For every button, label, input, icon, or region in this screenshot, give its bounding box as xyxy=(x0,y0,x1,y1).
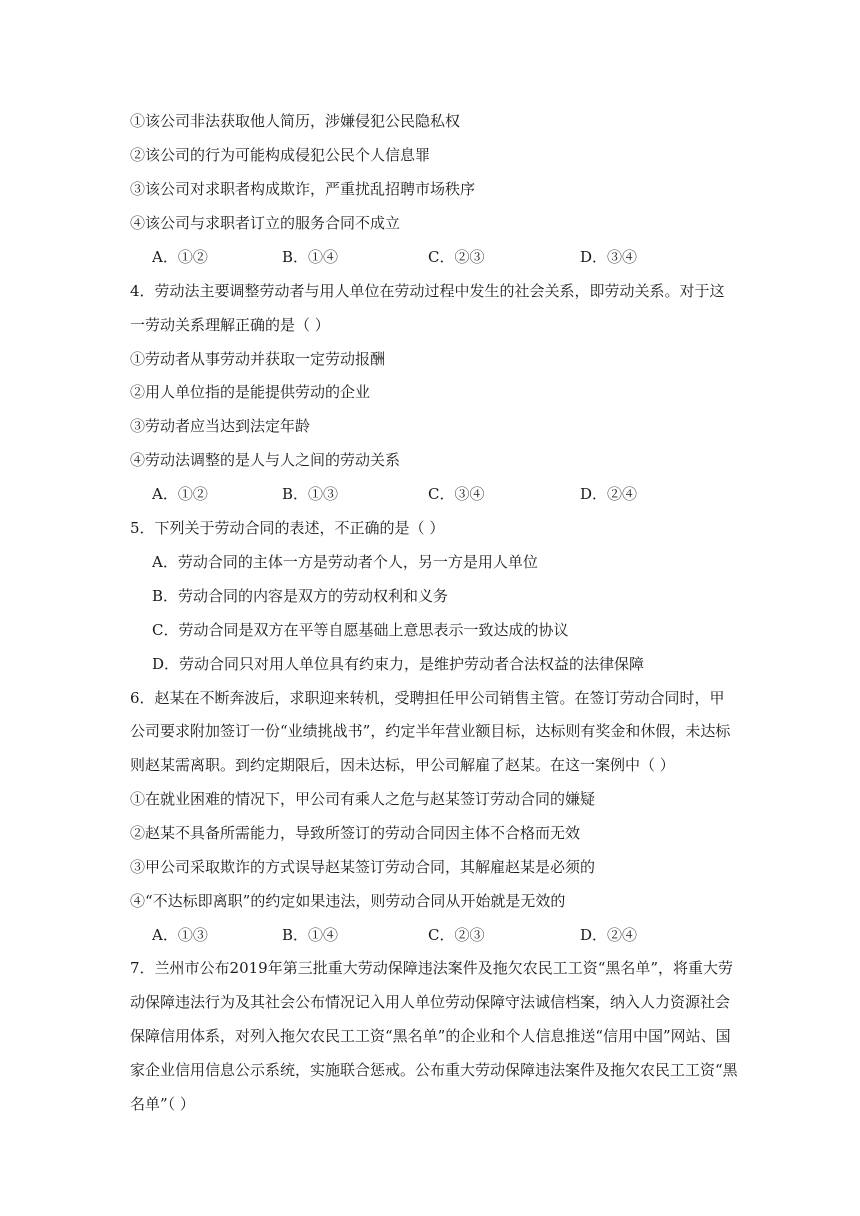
q6-statement-1: ①在就业困难的情况下，甲公司有乘人之危与赵某签订劳动合同的嫌疑 xyxy=(130,790,596,808)
q5-choice-d: D．劳动合同只对用人单位具有约束力，是维护劳动者合法权益的法律保障 xyxy=(152,655,645,673)
q6-statement-2: ②赵某不具备所需能力，导致所签订的劳动合同因主体不合格而无效 xyxy=(130,824,581,842)
q7-stem-line-4: 家企业信用信息公示系统，实施联合惩戒。公布重大劳动保障违法案件及拖欠农民工工资“黑 xyxy=(130,1061,738,1079)
q3-options xyxy=(152,247,752,267)
q4-statement-3: ③劳动者应当达到法定年龄 xyxy=(130,417,311,435)
q4-stem-line-1: 4．劳动法主要调整劳动者与用人单位在劳动过程中发生的社会关系，即劳动关系。对于这 xyxy=(130,282,725,300)
q3-option-b: B．①④ xyxy=(282,248,339,266)
q3-statement-2: ②该公司的行为可能构成侵犯公民个人信息罪 xyxy=(130,146,431,164)
q5-choice-b: B．劳动合同的内容是双方的劳动权利和义务 xyxy=(152,587,449,605)
q3-statement-3: ③该公司对求职者构成欺诈，严重扰乱招聘市场秩序 xyxy=(130,180,476,198)
q4-statement-4: ④劳动法调整的是人与人之间的劳动关系 xyxy=(130,451,401,469)
q6-stem-line-3: 则赵某需离职。到约定期限后，因未达标，甲公司解雇了赵某。在这一案例中（ ） xyxy=(130,756,675,774)
q6-option-c: C．②③ xyxy=(428,926,485,944)
q6-stem-line-1: 6．赵某在不断奔波后，求职迎来转机，受聘担任甲公司销售主管。在签订劳动合同时，甲 xyxy=(130,689,725,707)
q6-options xyxy=(152,925,752,945)
q4-options xyxy=(152,484,752,504)
q6-statement-4: ④“不达标即离职”的约定如果违法，则劳动合同从开始就是无效的 xyxy=(130,892,566,910)
q3-option-a: A．①② xyxy=(152,248,208,266)
q7-stem-line-1: 7．兰州市公布2019年第三批重大劳动保障违法案件及拖欠农民工工资“黑名单”，将重大劳 xyxy=(130,959,734,977)
q4-statement-2: ②用人单位指的是能提供劳动的企业 xyxy=(130,383,371,401)
q6-option-b: B．①④ xyxy=(282,926,339,944)
q6-statement-3: ③甲公司采取欺诈的方式误导赵某签订劳动合同，其解雇赵某是必须的 xyxy=(130,858,596,876)
q4-option-a: A．①② xyxy=(152,485,208,503)
q5-choice-a: A．劳动合同的主体一方是劳动者个人，另一方是用人单位 xyxy=(152,553,538,571)
q3-statement-1: ①该公司非法获取他人简历，涉嫌侵犯公民隐私权 xyxy=(130,112,461,130)
q4-stem-line-2: 一劳动关系理解正确的是（ ） xyxy=(130,316,330,334)
q4-option-b: B．①③ xyxy=(282,485,339,503)
q4-statement-1: ①劳动者从事劳动并获取一定劳动报酬 xyxy=(130,350,386,368)
q3-option-c: C．②③ xyxy=(428,248,485,266)
q7-stem-line-2: 动保障违法行为及其社会公布情况记入用人单位劳动保障守法诚信档案，纳入人力资源社会 xyxy=(130,993,731,1011)
q4-option-d: D．②④ xyxy=(580,485,638,503)
q6-option-a: A．①③ xyxy=(152,926,208,944)
q3-statement-4: ④该公司与求职者订立的服务合同不成立 xyxy=(130,214,401,232)
q5-stem: 5．下列关于劳动合同的表述，不正确的是（ ） xyxy=(130,519,445,537)
q6-option-d: D．②④ xyxy=(580,926,638,944)
q7-stem-line-3: 保障信用体系，对列入拖欠农民工工资“黑名单”的企业和个人信息推送“信用中国”网站、国 xyxy=(130,1027,731,1045)
q6-stem-line-2: 公司要求附加签订一份“业绩挑战书”，约定半年营业额目标，达标则有奖金和休假，未达标 xyxy=(130,722,731,740)
q3-option-d: D．③④ xyxy=(580,248,638,266)
q7-stem-line-5: 名单”（ ） xyxy=(130,1095,195,1113)
q4-option-c: C．③④ xyxy=(428,485,485,503)
q5-choice-c: C．劳动合同是双方在平等自愿基础上意思表示一致达成的协议 xyxy=(152,621,569,639)
